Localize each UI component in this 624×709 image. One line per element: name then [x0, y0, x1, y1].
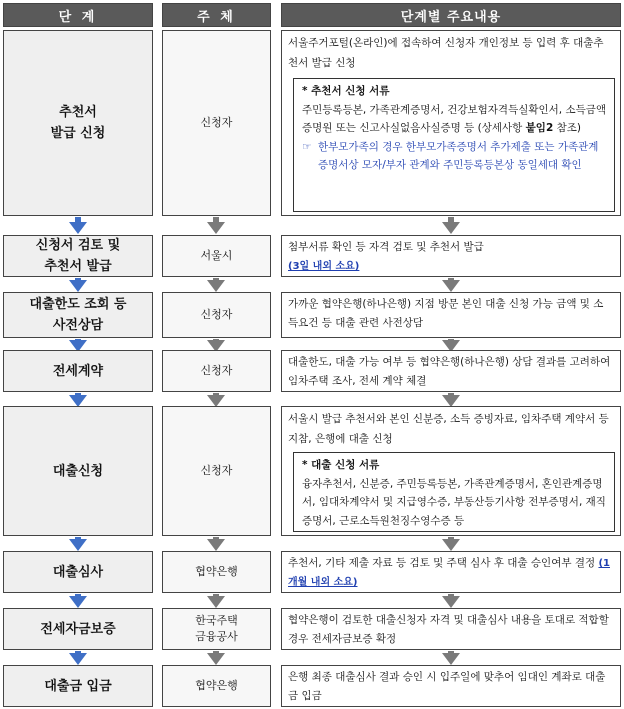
header-content: 단계별 주요내용 — [281, 3, 621, 27]
down-arrow-icon — [69, 653, 87, 665]
actor-partner-bank: 협약은행 — [162, 665, 271, 707]
recommendation-documents-box: * 추천서 신청 서류 주민등록등본, 가족관계증명서, 건강보험자격득실확인서, 소득금액증명원 또는 신고사실없음사실증명 등 (상세사항 붙임2 참조) ☞ 한부모가족의 경우 한부모가족증명서 추가제출 또는 가족관계증명서상 모자/부자 관계와 주민등록등본상 동일세대 확인 — [293, 78, 615, 212]
down-arrow-icon — [442, 596, 460, 608]
down-arrow-icon — [207, 280, 225, 292]
header-actor: 주 체 — [162, 3, 271, 27]
stage-preconsult: 대출한도 조회 등 사전상담 — [3, 292, 153, 338]
actor-applicant: 신청자 — [162, 406, 271, 536]
down-arrow-icon — [69, 596, 87, 608]
stage-lease-contract: 전세계약 — [3, 350, 153, 392]
down-arrow-icon — [207, 596, 225, 608]
content-recommendation-request: 서울주거포털(온라인)에 접속하여 신청자 개인정보 등 입력 후 대출추천서 발급 신청 — [281, 30, 621, 216]
stage-deposit-guarantee: 전세자금보증 — [3, 608, 153, 650]
stage-loan-review: 대출심사 — [3, 551, 153, 593]
actor-applicant: 신청자 — [162, 30, 271, 216]
content-deposit-guarantee: 협약은행이 검토한 대출신청자 자격 및 대출심사 내용을 토대로 적합할 경우 전세자금보증 확정 — [281, 608, 621, 650]
down-arrow-icon — [442, 653, 460, 665]
actor-applicant: 신청자 — [162, 350, 271, 392]
content-preconsult: 가까운 협약은행(하나은행) 지점 방문 본인 대출 신청 가능 금액 및 소득요건 등 대출 관련 사전상담 — [281, 292, 621, 338]
content-loan-deposit: 은행 최종 대출심사 결과 승인 시 입주일에 맞추어 임대인 계좌로 대출금 입금 — [281, 665, 621, 707]
down-arrow-icon — [69, 539, 87, 551]
down-arrow-icon — [442, 539, 460, 551]
content-loan-application: 서울시 발급 추천서와 본인 신분증, 소득 증빙자료, 임차주택 계약서 등 지참, 은행에 대출 신청 — [281, 406, 621, 536]
down-arrow-icon — [207, 222, 225, 234]
actor-seoul-city: 서울시 — [162, 235, 271, 277]
down-arrow-icon — [207, 653, 225, 665]
actor-hf: 한국주택 금융공사 — [162, 608, 271, 650]
content-lease-contract: 대출한도, 대출 가능 여부 등 협약은행(하나은행) 상담 결과를 고려하여 임차주택 조사, 전세 계약 체결 — [281, 350, 621, 392]
down-arrow-icon — [442, 280, 460, 292]
actor-partner-bank: 협약은행 — [162, 551, 271, 593]
actor-applicant: 신청자 — [162, 292, 271, 338]
stage-recommendation-request: 추천서 발급 신청 — [3, 30, 153, 216]
content-loan-review: 추천서, 기타 제출 자료 등 검토 및 주택 심사 후 대출 승인여부 결정 (1개월 내외 소요) — [281, 551, 621, 593]
stage-review-issue: 신청서 검토 및 추천서 발급 — [3, 235, 153, 277]
stage-loan-deposit: 대출금 입금 — [3, 665, 153, 707]
stage-loan-application: 대출신청 — [3, 406, 153, 536]
pointing-hand-icon: ☞ — [302, 140, 312, 153]
note-single-parent: ☞ 한부모가족의 경우 한부모가족증명서 추가제출 또는 가족관계증명서상 모자/부자 관계와 주민등록등본상 동일세대 확인 — [302, 138, 608, 175]
header-stage: 단 계 — [3, 3, 153, 27]
down-arrow-icon — [207, 539, 225, 551]
down-arrow-icon — [442, 222, 460, 234]
content-review-issue: 첨부서류 확인 등 자격 검토 및 추천서 발급 (3일 내외 소요) — [281, 235, 621, 277]
down-arrow-icon — [69, 280, 87, 292]
down-arrow-icon — [69, 222, 87, 234]
loan-documents-box: * 대출 신청 서류 융자추천서, 신분증, 주민등록등본, 가족관계증명서, 혼인관계증명서, 임대차계약서 및 지급영수증, 부동산등기사항 전부증명서, 재직증명서, 근로소득원천징수영수증 등 — [293, 452, 615, 532]
